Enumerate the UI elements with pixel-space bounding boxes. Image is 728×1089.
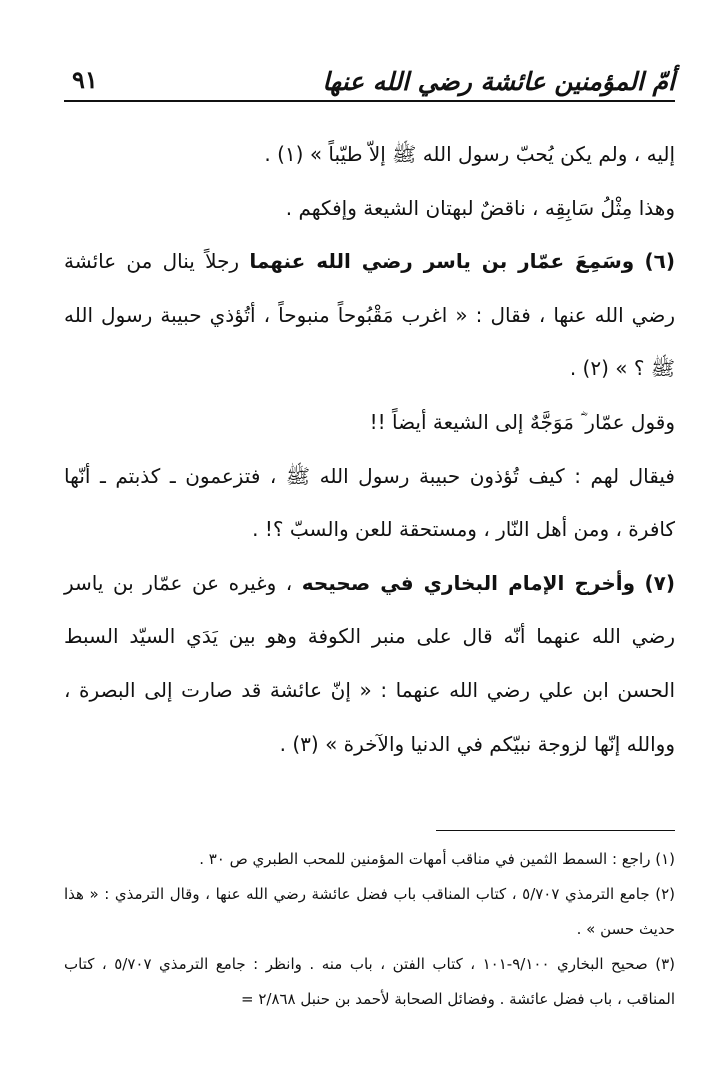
item-number-6: (٦) <box>644 249 676 274</box>
footnote-3: (٣) صحيح البخاري ٩/١٠٠-١٠١ ، كتاب الفتن ، باب منه . وانظر : جامع الترمذي ٥/٧٠٧ ، كتاب المناقب ، باب فضل عائشة . وفضائل الصحابة لأحمد بن حنبل ٢/٨٦٨ = <box>64 955 675 1008</box>
footnote-1: (١) راجع : السمط الثمين في مناقب أمهات المؤمنين للمحب الطبري ص ٣٠ . <box>199 850 675 868</box>
item-number-7: (٧) <box>644 570 676 595</box>
footnotes <box>64 842 675 1017</box>
header-rule <box>64 100 675 102</box>
paragraph-3-text: رجلاً ينال من عائشة رضي الله عنها ، فقال : « اغرب مَقْبُوحاً منبوحاً ، أتُؤذي حبيبة رسول الله ﷺ ؟ » (٢) . <box>64 249 675 381</box>
paragraph-6-text: ، وغيره عن عمّار بن ياسر رضي الله عنهما أنّه قال على منبر الكوفة وهو بين يَدَي السيّد السبط الحسن ابن علي رضي الله عنهما : « إنّ عائشة قد صارت إلى البصرة ، ووالله إنّها لزوجة نبيّكم في الدنيا والآخرة » (٣) . <box>64 570 675 756</box>
paragraph-2: وهذا مِثْلُ سَابِقِه ، ناقضٌ لبهتان الشيعة وإفكهم . <box>285 195 675 220</box>
footnote-rule <box>436 830 675 831</box>
footnote-2: (٢) جامع الترمذي ٥/٧٠٧ ، كتاب المناقب باب فضل عائشة رضي الله عنها ، وقال الترمذي : « هذا حديث حسن » . <box>64 885 675 938</box>
running-title: أمّ المؤمنين عائشة رضي الله عنها <box>322 67 675 96</box>
paragraph-3 <box>64 235 675 396</box>
paragraph-1: إليه ، ولم يكن يُحبّ رسول الله ﷺ إلاّ طيّباً » (١) . <box>264 142 675 166</box>
paragraph-3-lead: وسَمِعَ عمّار بن ياسر رضي الله عنهما <box>249 249 635 274</box>
paragraph-6 <box>64 557 675 771</box>
paragraph-6-lead: وأخرج الإمام البخاري في صحيحه <box>301 570 636 595</box>
page-number: ٩١ <box>72 65 98 94</box>
main-text <box>64 128 675 771</box>
paragraph-5: فيقال لهم : كيف تُؤذون حبيبة رسول الله ﷺ ، فتزعمون ـ كذبتم ـ أنّها كافرة ، ومن أهل النّار ، ومستحقة للعن والسبّ ؟! . <box>64 463 675 542</box>
page-header <box>64 54 675 98</box>
paragraph-4: وقول عمّار ؓ مَوَجَّهٌ إلى الشيعة أيضاً !! <box>369 409 675 434</box>
